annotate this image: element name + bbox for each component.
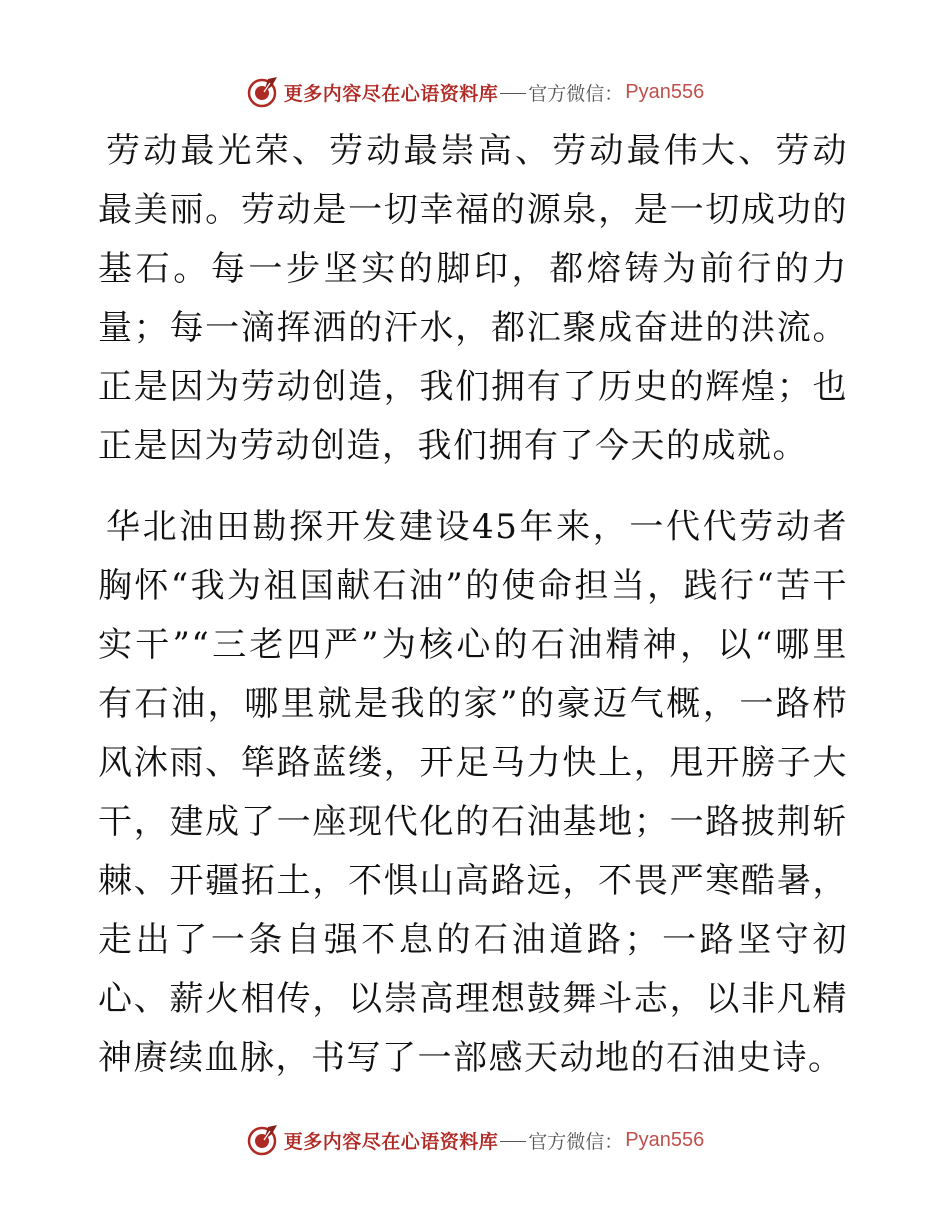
footer-wechat-label: 官方微信： — [528, 1130, 624, 1153]
header-wechat-id: Pyan556 — [625, 80, 705, 103]
document-body — [98, 122, 848, 1088]
paragraph-2: 华北油田勘探开发建设45年来，一代代劳动者胸怀“我为祖国献石油”的使命担当，践行“苦干实干”“三老四严”为核心的石油精神，以“哪里有石油，哪里就是我的家”的豪迈气概，一路栉风沐雨、筚路蓝缕，开足马力快上，甩开膀子大干，建成了一座现代化的石油基地；一路披荆斩棘、开疆拓土，不惧山高路远，不畏严寒酷暑，走出了一条自强不息的石油道路；一路坚守初心、薪火相传，以崇高理想鼓舞斗志，以非凡精神赓续血脉，书写了一部感天动地的石油史诗。 — [98, 507, 848, 1078]
footer-brand-text: 更多内容尽在心语资料库 — [283, 1130, 499, 1153]
paragraph-1: 劳动最光荣、劳动最崇高、劳动最伟大、劳动最美丽。劳动是一切幸福的源泉，是一切成功的基石。每一步坚实的脚印，都熔铸为前行的力量；每一滴挥洒的汗水，都汇聚成奋进的洪流。正是因为劳动创造，我们拥有了历史的辉煌；也正是因为劳动创造，我们拥有了今天的成就。 — [98, 131, 848, 466]
quill-seal-icon — [246, 75, 280, 109]
footer-wechat-id: Pyan556 — [625, 1128, 705, 1151]
footer-separator — [500, 1141, 526, 1142]
header-separator — [500, 93, 526, 94]
quill-seal-icon — [246, 1123, 280, 1157]
header-brand-text: 更多内容尽在心语资料库 — [283, 82, 499, 105]
header-banner — [0, 72, 950, 112]
footer-banner — [0, 1120, 950, 1160]
header-wechat-label: 官方微信： — [528, 82, 624, 105]
